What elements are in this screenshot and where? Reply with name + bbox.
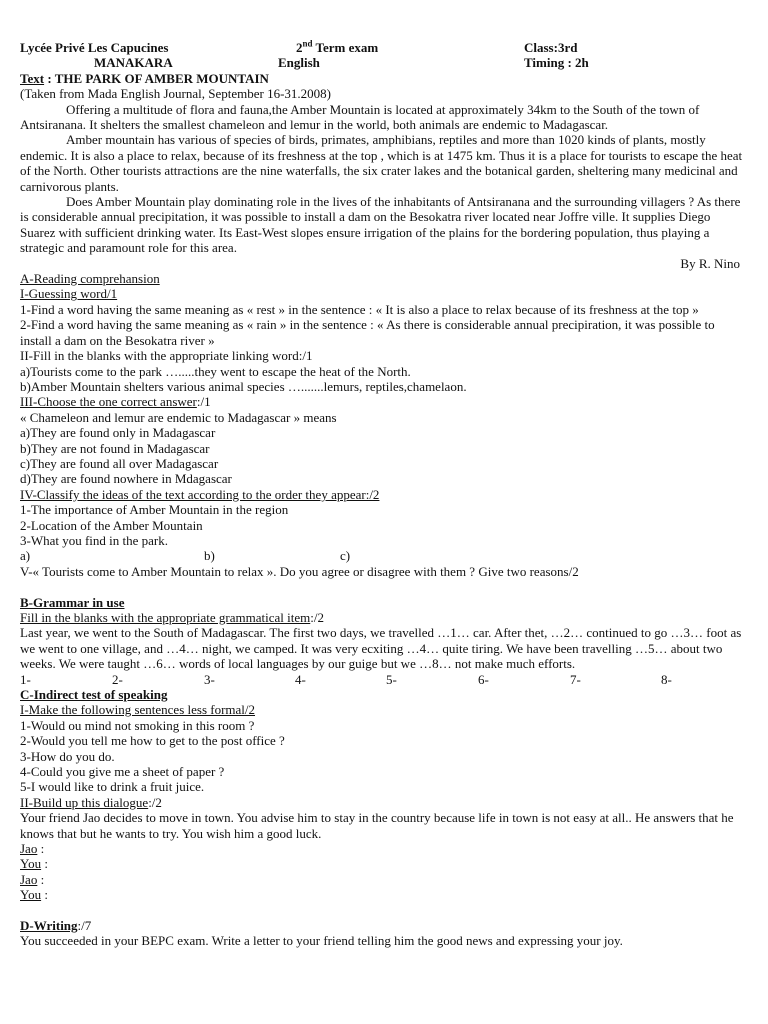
question-guessing-item: 1-Find a word having the same meaning as « rest » in the sentence : « It is also a place to relax because of its freshness at the top » [20, 301, 699, 317]
section-d-title-line: D-Writing:/7 [20, 918, 92, 934]
question-linking-item: a)Tourists come to the park ….....they went to escape the heat of the North. [20, 363, 411, 379]
grammar-number: 6- [478, 671, 489, 687]
question-classify-title: IV-Classify the ideas of the text according to the order they appear:/2 [20, 486, 380, 502]
exam-term: 2nd Term exam [296, 38, 379, 55]
grammar-number: 5- [386, 671, 397, 687]
grammar-instruction-line: Fill in the blanks with the appropriate grammatical item:/2 [20, 609, 324, 625]
grammar-answer-numbers [20, 672, 744, 687]
class-label: Class:3rd [524, 40, 578, 55]
dialogue-line: Jao : [20, 841, 45, 857]
speaker-name: Jao [20, 871, 38, 887]
grammar-number: 4- [295, 671, 306, 687]
question-classify-item: 1-The importance of Amber Mountain in the region [20, 502, 289, 518]
school-name: Lycée Privé Les Capucines [20, 40, 169, 55]
section-a-title: A-Reading comprehansion [20, 271, 160, 287]
grammar-number: 1- [20, 671, 31, 687]
question-linking-title: II-Fill in the blanks with the appropriate linking word:/1 [20, 348, 313, 364]
question-classify-item: 3-What you find in the park. [20, 532, 169, 548]
question-choose-item: b)They are not found in Madagascar [20, 440, 210, 456]
question-guessing-title: I-Guessing word/1 [20, 286, 118, 302]
text-author: By R. Nino [680, 255, 740, 271]
question-classify-answers [20, 548, 744, 563]
speaker-name: You [20, 887, 42, 903]
text-paragraph-2: Amber mountain has various of species of birds, primates, amphibians, reptiles and more than 1020 kinds of plants, mostly endemic. It is also a place to relax, because of its freshness at the top , which is at 1475 km. Thus it is a place for tourists to escape the heat of the North. Other tourists attractions are the nine waterfalls, the six crater lakes and the botanical garden, sheltering many medicinal and carnivorous plants. [20, 132, 743, 194]
text-title-line: Text : THE PARK OF AMBER MOUNTAIN [20, 70, 269, 86]
subject-name: English [278, 55, 320, 71]
question-formal-item: 2-Would you tell me how to get to the post office ? [20, 733, 285, 749]
question-guessing-item: 2-Find a word having the same meaning as « rain » in the sentence : « As there is considerable annual precipiration, it was possible to install a dam on the Besokatra river » [20, 317, 715, 348]
question-classify-item: 2-Location of the Amber Mountain [20, 517, 203, 533]
header-row-2 [20, 55, 744, 70]
question-formal-item: 1-Would ou mind not smoking in this room ? [20, 717, 255, 733]
grammar-instruction: Fill in the blanks with the appropriate grammatical item [20, 609, 311, 625]
question-formal-item: 4-Could you give me a sheet of paper ? [20, 764, 225, 780]
question-choose-item: c)They are found all over Madagascar [20, 455, 219, 471]
section-d-title: D-Writing [20, 918, 78, 934]
grammar-number: 7- [570, 671, 581, 687]
text-paragraph-1: Offering a multitude of flora and fauna,the Amber Mountain is located at approximately 34km to the South of the town of Antsiranana. It shelters the smallest chameleon and lemur in the world, both animals are endemic to Madagascar. [20, 101, 700, 132]
header-row-1 [20, 40, 744, 55]
text-paragraph-3: Does Amber Mountain play dominating role in the lives of the inhabitants of Antsiranana and the surrounding villagers ? As there is considerable annual precipitation, it was possible to install a dam on the Besokatra river located near Joffre ville. It supplies Diego Suarez with sufficient drinking water. Its East-West slopes ensure irrigation of the plains for the bordering population, thus playing a strategic and paramount role for this area. [20, 194, 741, 256]
grammar-number: 2- [112, 671, 123, 687]
section-c-title: C-Indirect test of speaking [20, 686, 168, 702]
answer-slot: c) [340, 548, 351, 564]
town-name: MANAKARA [94, 55, 173, 71]
answer-slot: a) [20, 548, 31, 564]
question-dialogue-title: II-Build up this dialogue [20, 794, 149, 810]
question-choose-item: d)They are found nowhere in Mdagascar [20, 471, 232, 487]
dialogue-line: You : [20, 887, 48, 903]
question-formal-item: 3-How do you do. [20, 748, 115, 764]
grammar-number: 3- [204, 671, 215, 687]
grammar-passage: Last year, we went to the South of Madagascar. The first two days, we travelled …1… car. After thet, …2… continued to go …3… foot as we went to one village, and …4… night, we camped. It was very ecxiting …4… quite tiring. We have been travelling …5… about two weeks. We were taught …6… words of local languages by our guige but we …8… not make much efforts. [20, 625, 742, 672]
speaker-name: Jao [20, 841, 38, 857]
question-choose-title-line: III-Choose the one correct answer:/1 [20, 394, 211, 410]
question-linking-item: b)Amber Mountain shelters various animal species ….......lemurs, reptiles,chamelaon. [20, 378, 467, 394]
question-choose-item: « Chameleon and lemur are endemic to Madagascar » means [20, 409, 337, 425]
question-choose-item: a)They are found only in Madagascar [20, 425, 216, 441]
text-label: Text [20, 70, 45, 86]
dialogue-line: You : [20, 856, 48, 872]
question-formal-title: I-Make the following sentences less formal/2 [20, 702, 256, 718]
section-b-title: B-Grammar in use [20, 594, 125, 610]
question-dialogue-title-line: II-Build up this dialogue:/2 [20, 794, 162, 810]
speaker-name: You [20, 856, 42, 872]
text-source: (Taken from Mada English Journal, September 16-31.2008) [20, 86, 332, 102]
dialogue-prompt: Your friend Jao decides to move in town. You advise him to stay in the country because life in town is not easy at all.. He answers that he knows that but he wants to try. You wish him a good luck. [20, 810, 734, 841]
writing-prompt: You succeeded in your BEPC exam. Write a letter to your friend telling him the good news and expressing your joy. [20, 933, 623, 949]
question-opinion: V-« Tourists come to Amber Mountain to relax ». Do you agree or disagree with them ? Give two reasons/2 [20, 563, 579, 579]
timing-label: Timing : 2h [524, 55, 589, 71]
question-formal-item: 5-I would like to drink a fruit juice. [20, 779, 205, 795]
answer-slot: b) [204, 548, 215, 564]
text-title: THE PARK OF AMBER MOUNTAIN [54, 70, 269, 86]
question-choose-title: III-Choose the one correct answer [20, 394, 197, 410]
grammar-number: 8- [661, 671, 672, 687]
dialogue-line: Jao : [20, 871, 45, 887]
